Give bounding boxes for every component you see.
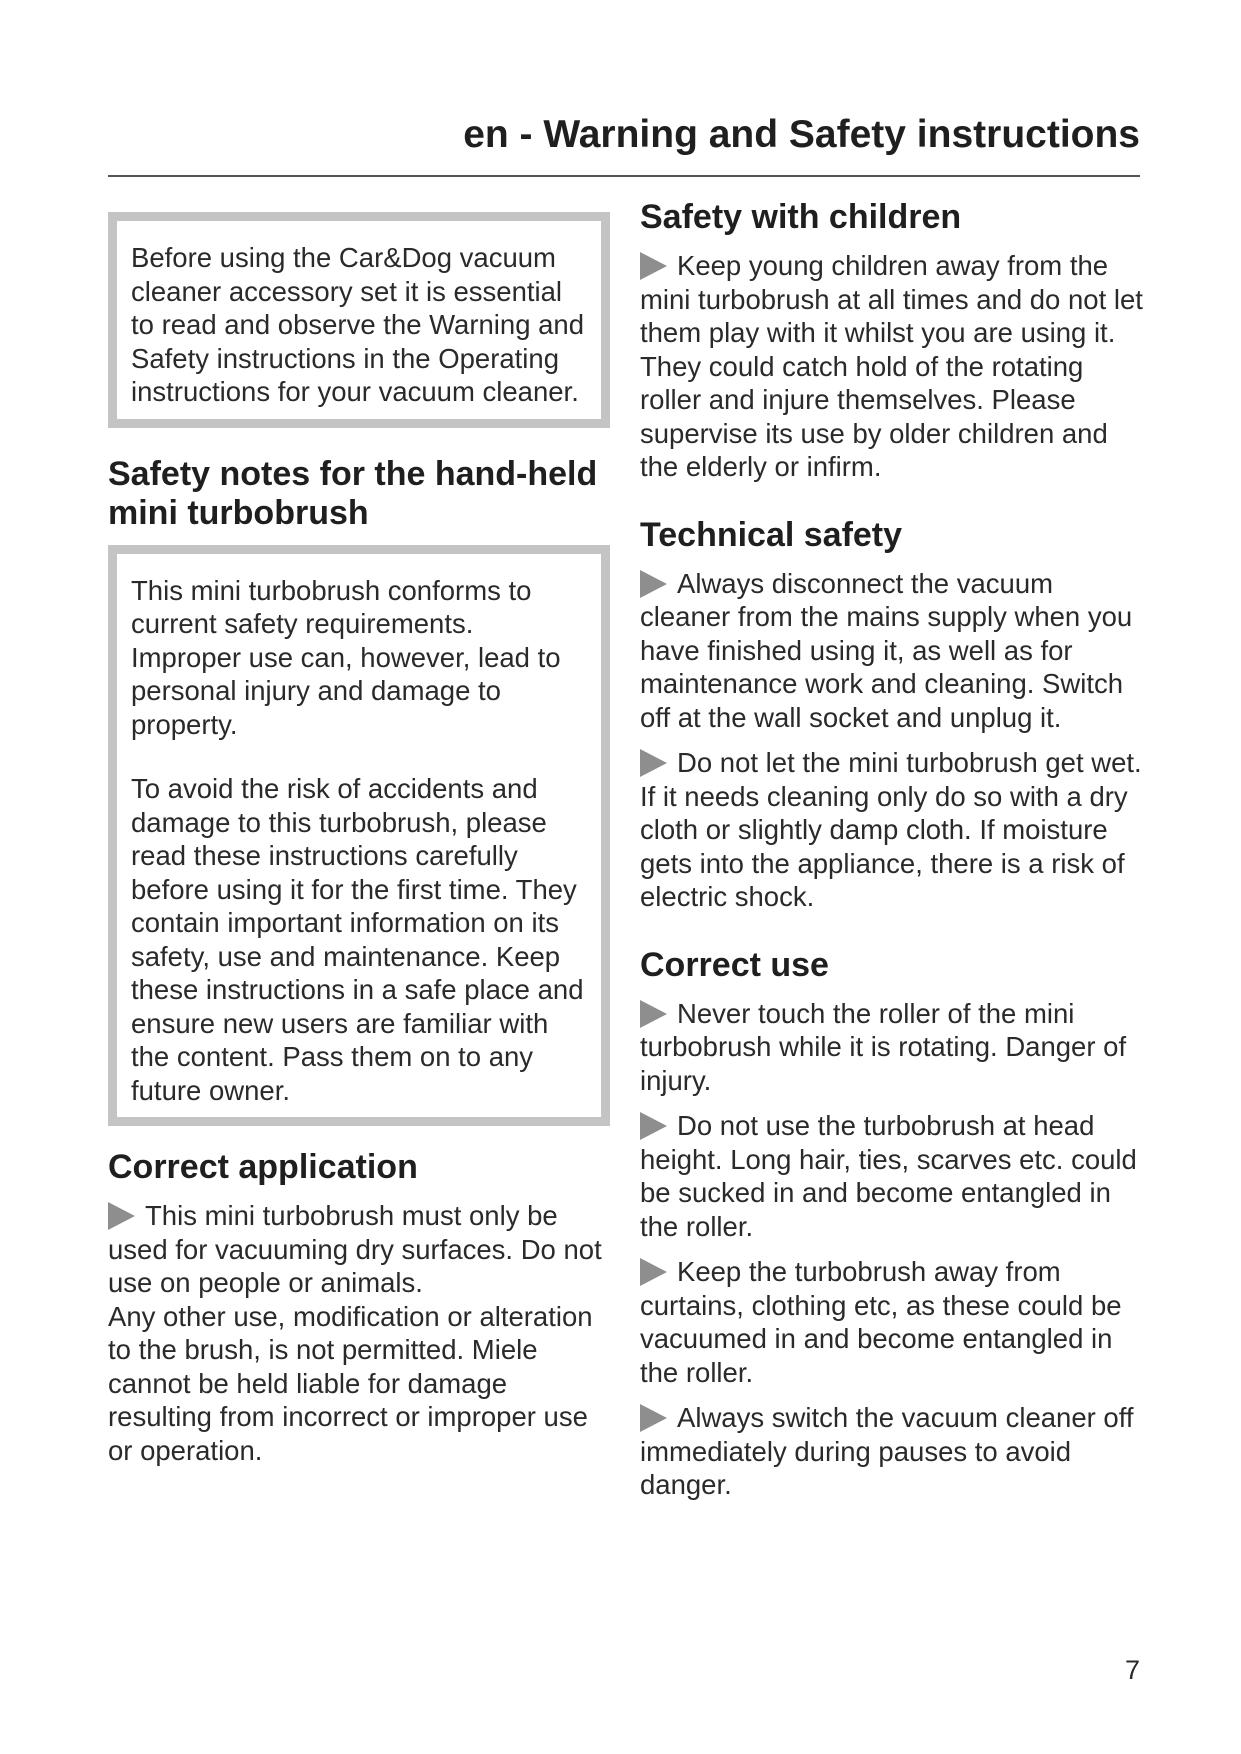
intro-notice-box	[108, 212, 610, 428]
bullet-arrow-icon	[640, 570, 667, 598]
bullet-arrow-icon	[640, 1112, 667, 1140]
bullet-text: Never touch the roller of the mini turbobrush while it is rotating. Danger of injury.	[640, 997, 1127, 1096]
header-divider	[108, 175, 1140, 177]
correct-use-bullet	[640, 1255, 1145, 1389]
bullet-arrow-icon	[640, 1404, 667, 1432]
left-column	[108, 212, 610, 1467]
correct-use-bullet	[640, 1109, 1145, 1243]
technical-safety-bullet	[640, 746, 1145, 914]
bullet-text: Keep the turbobrush away from curtains, clothing etc, as these could be vacuumed in and become entangled in the roller.	[640, 1256, 1122, 1388]
safety-children-bullet	[640, 249, 1145, 484]
bullet-text: Keep young children away from the mini turbobrush at all times and do not let them play with it whilst you are using it. They could catch hold of the rotating roller and injure themselves. Please supervise its use by older children and the elderly or infirm.	[640, 250, 1143, 482]
safety-notes-notice-box	[108, 545, 610, 1127]
bullet-text: Always disconnect the vacuum cleaner from the mains supply when you have finished using it, as well as for maintenance work and cleaning. Switch off at the wall socket and unplug it.	[640, 567, 1133, 733]
right-column	[640, 198, 1145, 1502]
technical-safety-bullet	[640, 567, 1145, 735]
correct-use-bullet	[640, 997, 1145, 1098]
bullet-text: Do not let the mini turbobrush get wet. If it needs cleaning only do so with a dry cloth or slightly damp cloth. If moisture gets into the appliance, there is a risk of electric shock.	[640, 747, 1142, 912]
bullet-arrow-icon	[640, 749, 667, 777]
correct-application-bullet	[108, 1199, 610, 1300]
intro-notice-text: Before using the Car&Dog vacuum cleaner accessory set it is essential to read and observe the Warning and Safety instructions in the Operating instructions for your vacuum cleaner.	[131, 242, 585, 407]
bullet-text: Do not use the turbobrush at head height. Long hair, ties, scarves etc. could be sucked in and become entangled in the roller.	[640, 1110, 1137, 1242]
bullet-arrow-icon	[640, 1258, 667, 1286]
page-number: 7	[1124, 1655, 1140, 1685]
bullet-arrow-icon	[640, 1000, 667, 1028]
correct-use-heading: Correct use	[640, 945, 829, 984]
safety-notes-paragraph: This mini turbobrush conforms to current safety requirements. Improper use can, however, lead to personal injury and damage to property.	[131, 574, 561, 740]
correct-application-heading: Correct application	[108, 1148, 418, 1186]
correct-use-bullet	[640, 1401, 1145, 1502]
page-title: en - Warning and Safety instructions	[463, 113, 1140, 156]
bullet-text: This mini turbobrush must only be used for vacuuming dry surfaces. Do not use on people or animals.	[108, 1200, 602, 1298]
technical-safety-heading: Technical safety	[640, 515, 903, 554]
correct-application-paragraph: Any other use, modification or alteration to the brush, is not permitted. Miele cannot be held liable for damage resulting from incorrect or improper use or operation.	[108, 1300, 593, 1466]
safety-notes-paragraph: To avoid the risk of accidents and damage to this turbobrush, please read these instructions carefully before using it for the first time. They contain important information on its safety, use and maintenance. Keep these instructions in a safe place and ensure new users are familiar with the content. Pass them on to any future owner.	[131, 773, 584, 1106]
bullet-arrow-icon	[640, 252, 667, 280]
safety-notes-heading: Safety notes for the hand-held mini turbobrush	[108, 454, 598, 532]
safety-children-heading: Safety with children	[640, 198, 962, 236]
bullet-text: Always switch the vacuum cleaner off immediately during pauses to avoid danger.	[640, 1402, 1134, 1500]
bullet-arrow-icon	[108, 1202, 135, 1230]
